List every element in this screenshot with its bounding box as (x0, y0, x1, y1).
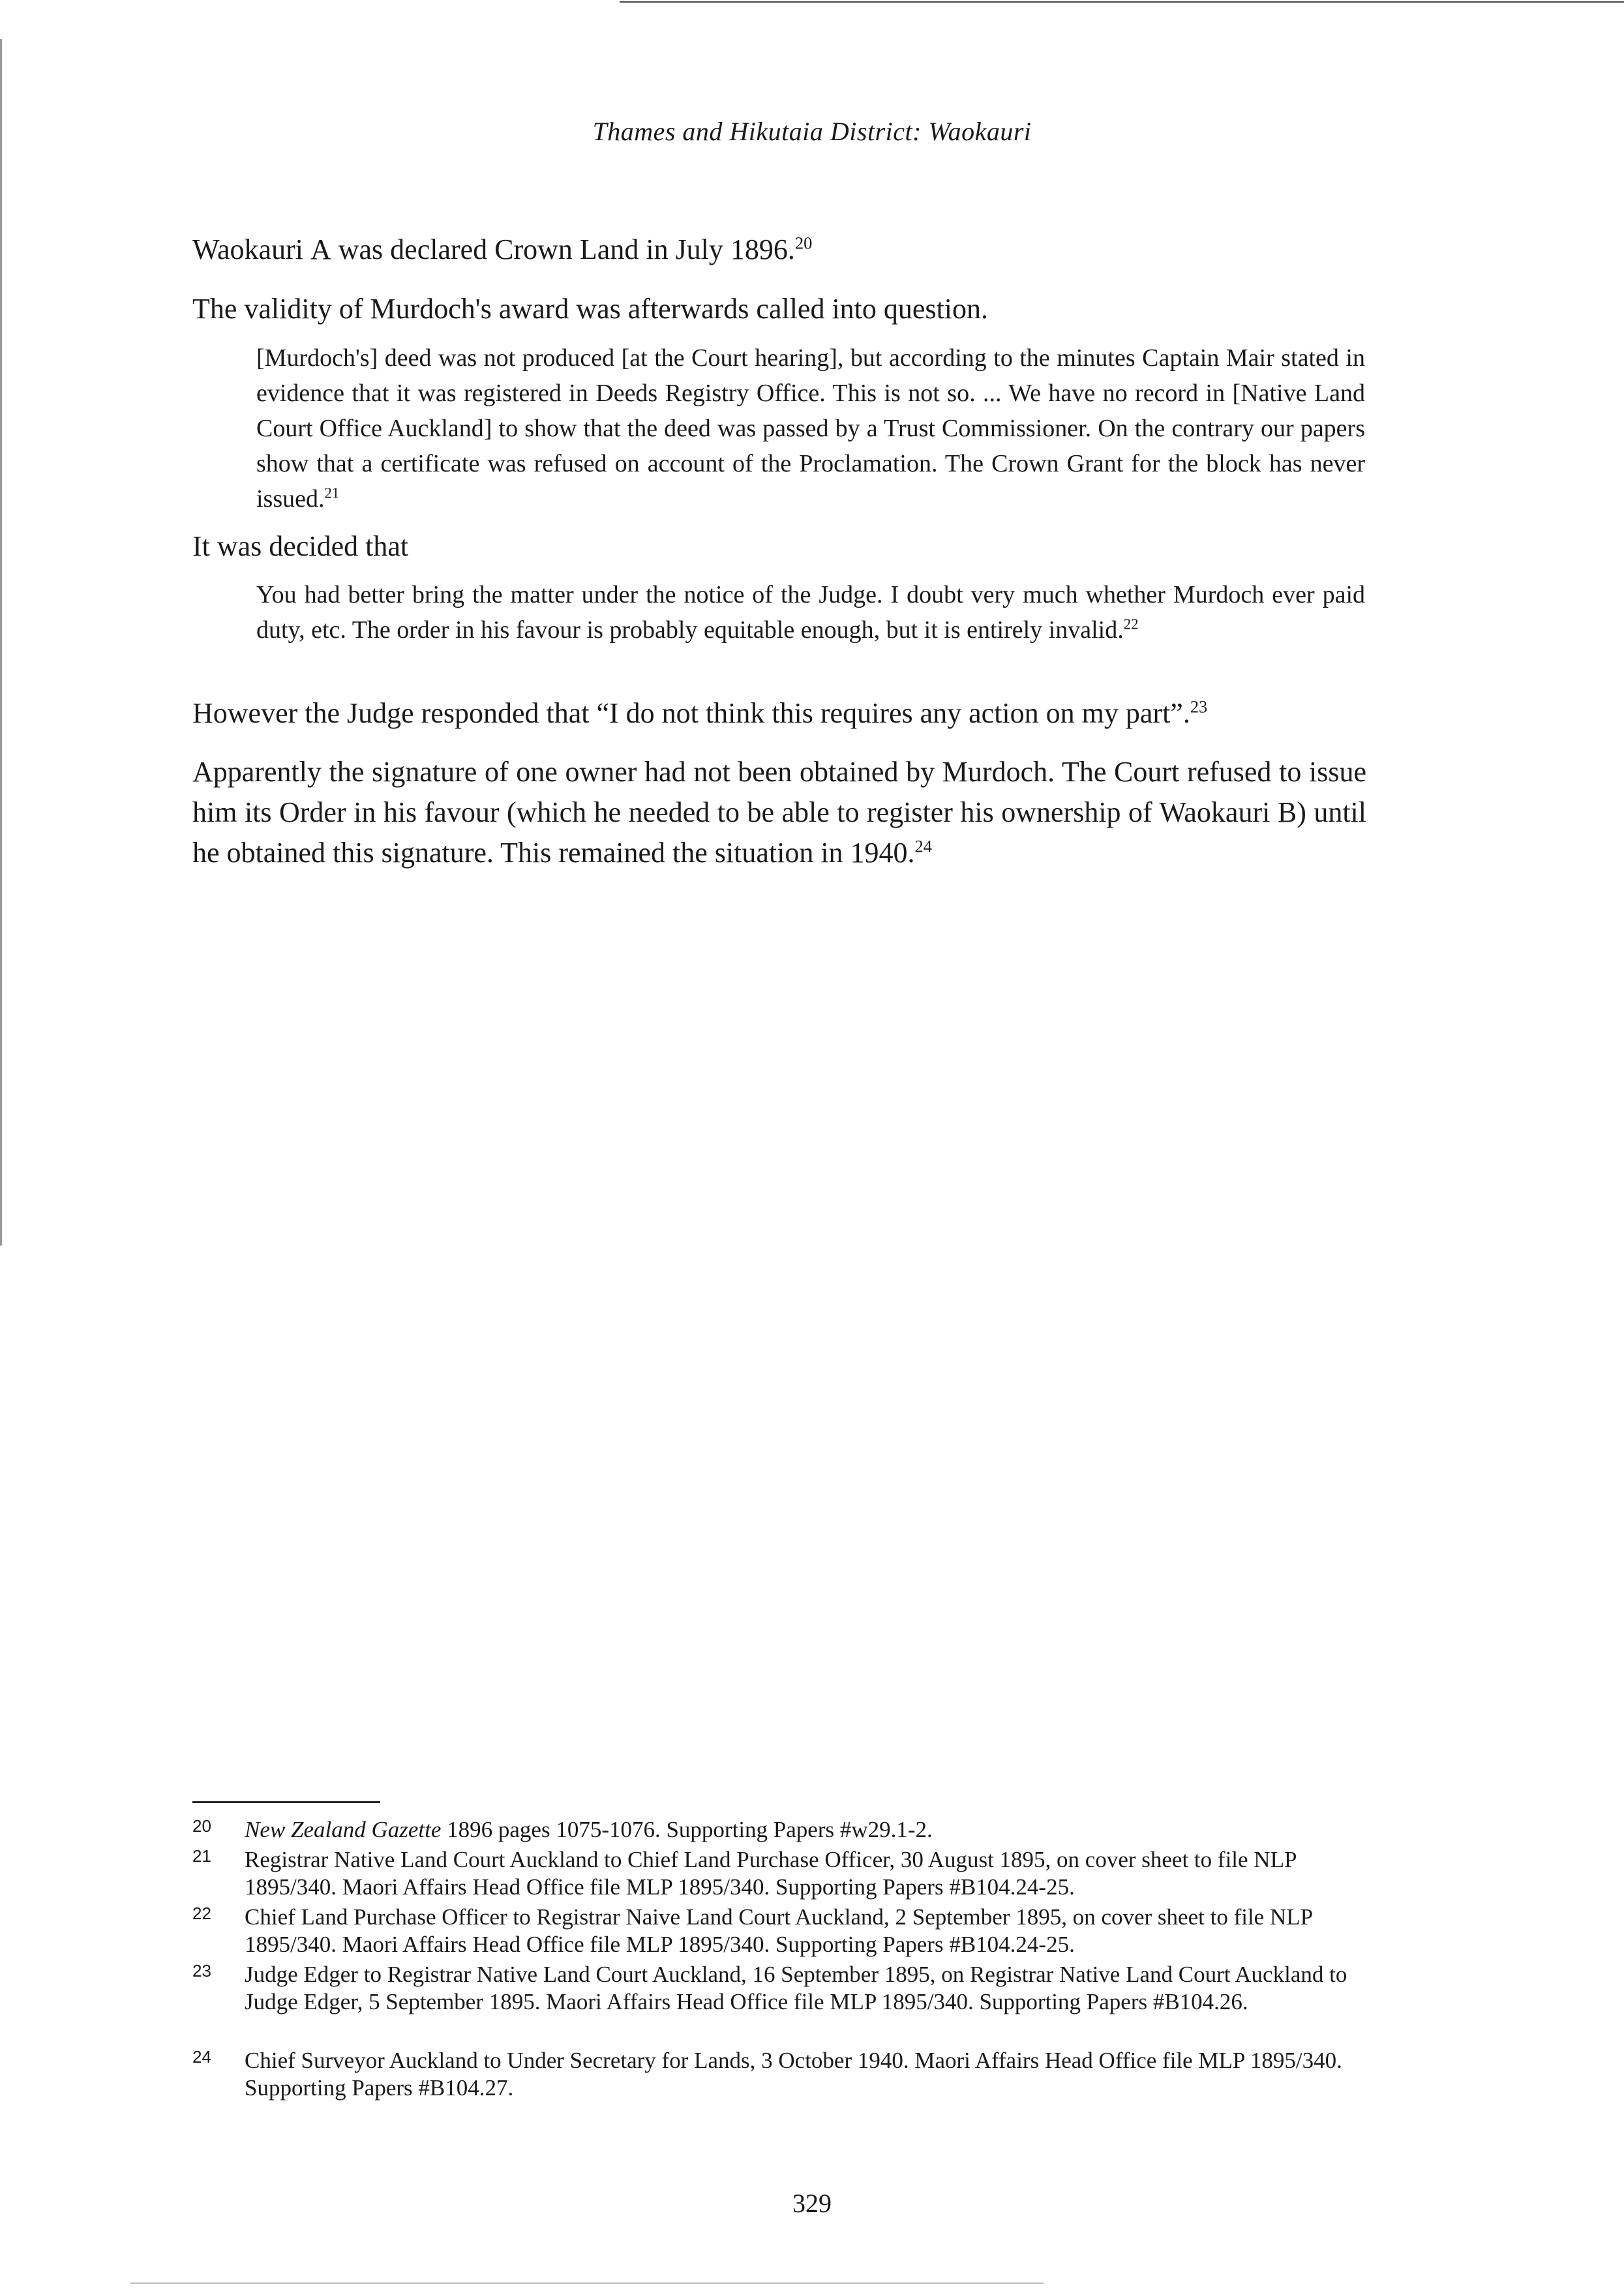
footnote-ref-20: 20 (794, 233, 813, 253)
footnote-ref-24: 24 (914, 836, 932, 856)
scan-edge-left (0, 39, 2, 1246)
page-number: 329 (792, 2189, 832, 2218)
body-paragraph-1: Waokauri A was declared Crown Land in July 1896.20 (192, 233, 813, 265)
scan-edge-bottom (130, 2282, 1044, 2284)
footnote-number: 21 (192, 1846, 211, 1866)
footnote-number: 24 (192, 2047, 211, 2067)
footnote-number: 22 (192, 1904, 211, 1923)
footnote-number: 20 (192, 1816, 211, 1836)
running-head: Thames and Hikutaia District: Waokauri (592, 117, 1032, 146)
body-paragraph-4: However the Judge responded that “I do not think this requires any action on my part”.$^{23}$ (192, 696, 1208, 729)
footnote-italic-title: New Zealand Gazette (245, 1817, 442, 1842)
footnote-number: 23 (192, 1961, 211, 1981)
body-paragraph-5: Apparently the signature of one owner had not been obtained by Murdoch. The Court refused to issue him its Order in his favour (which he needed to be able to register his ownership of Waokauri B) until he obtained this signature. This remained the situation in 1940.24 (192, 756, 1367, 869)
body-paragraph-3: It was decided that (192, 530, 409, 562)
footnote-ref-22: 22 (1123, 616, 1139, 633)
footnote-ref-23: 23 (1190, 696, 1208, 717)
scan-edge-top (620, 1, 1624, 3)
body-paragraph-2: The validity of Murdoch's award was afterwards called into question. (192, 293, 989, 325)
footnote-ref-21: 21 (324, 485, 340, 501)
block-quote-2: You had better bring the matter under the notice of the Judge. I doubt very much whether Murdoch ever paid duty, etc. The order in his favour is probably equitable enough, but it is entirely invalid.$^{22}$ (256, 581, 1365, 644)
block-quote-1: [Murdoch's] deed was not produced [at the Court hearing], but according to the minutes Captain Mair stated in evidence that it was registered in Deeds Registry Office. This is not so. ... We have no record in [Native Land Court Office Auckland] to show that the deed was passed by a Trust Commissioner. On the contrary our papers show that a certificate was refused on account of the Proclamation. The Crown Grant for the block has never issued.$^{21}$ (256, 344, 1365, 513)
footnote-rule (192, 1801, 380, 1803)
